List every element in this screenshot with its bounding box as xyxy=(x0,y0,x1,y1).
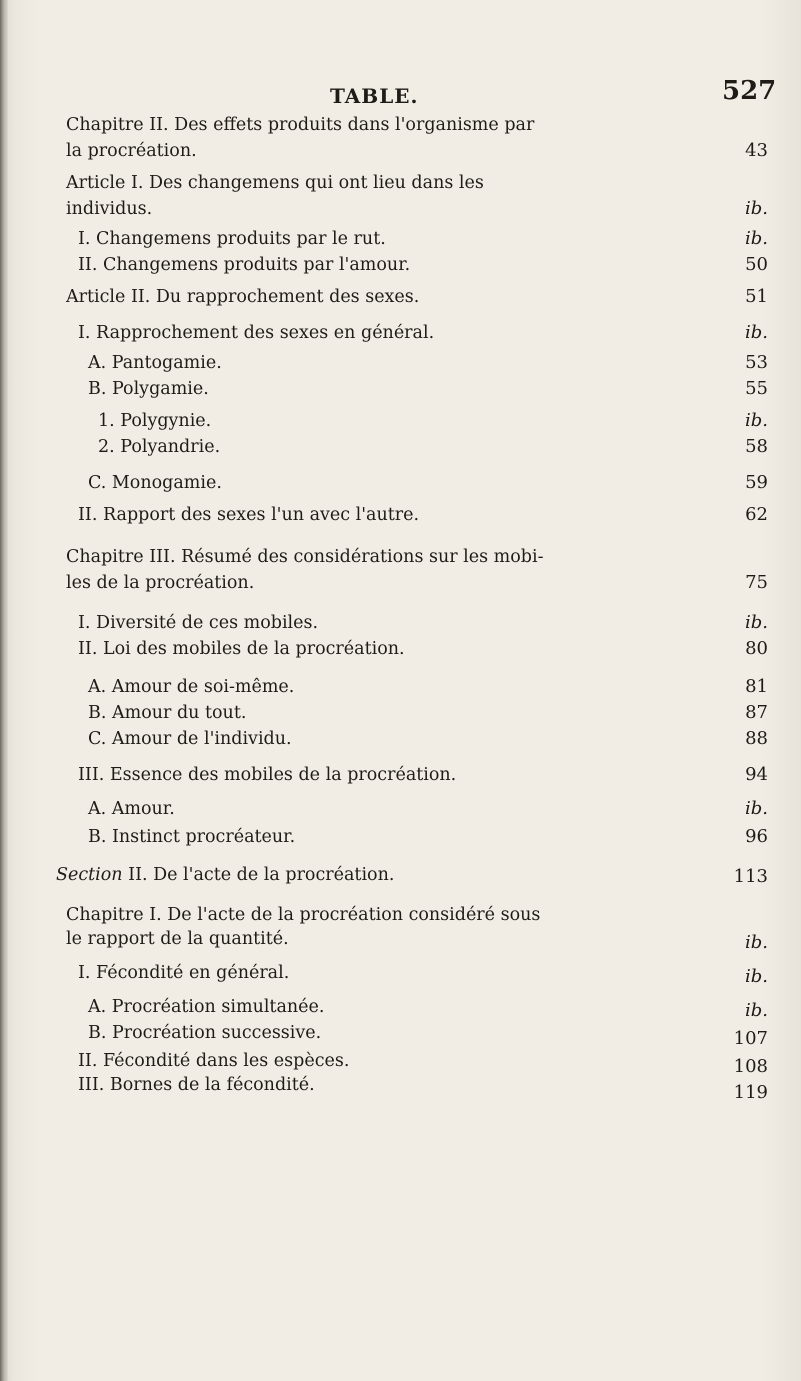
toc-entry-text: B. Instinct procréateur. xyxy=(88,827,296,847)
toc-entry-text: 1. Polygynie. xyxy=(98,411,212,431)
toc-entry-page: 53 xyxy=(745,352,768,373)
toc-entry-page: ib. xyxy=(744,228,768,249)
toc-entry-text: III. Bornes de la fécondité. xyxy=(78,1075,315,1095)
toc-entry-text: Chapitre II. Des effets produits dans l'organisme par xyxy=(66,115,535,135)
toc-entry-page: 87 xyxy=(745,702,768,723)
toc-entry-page: 59 xyxy=(745,472,768,493)
toc-entry-page: ib. xyxy=(744,1000,768,1021)
toc-entry-text: individus. xyxy=(66,199,153,219)
running-head-page-number: 527 xyxy=(722,76,777,106)
toc-entry-text: I. Changemens produits par le rut. xyxy=(78,229,386,249)
toc-entry-text: I. Rapprochement des sexes en général. xyxy=(78,323,435,343)
toc-entry-page: 51 xyxy=(745,286,768,307)
toc-entry-text: II. Fécondité dans les espèces. xyxy=(78,1051,350,1071)
toc-entry-text: Article II. Du rapprochement des sexes. xyxy=(66,287,420,307)
toc-entry-text: III. Essence des mobiles de la procréation. xyxy=(78,765,457,785)
toc-entry-text: II. Changemens produits par l'amour. xyxy=(78,255,411,275)
toc-entry-text: 2. Polyandrie. xyxy=(98,437,221,457)
toc-entry-text: les de la procréation. xyxy=(66,573,255,593)
toc-entry-page: ib. xyxy=(744,198,768,219)
toc-entry-text: C. Amour de l'individu. xyxy=(88,729,292,749)
toc-entry-page: 43 xyxy=(745,140,768,161)
running-head-title: TABLE. xyxy=(330,84,419,108)
toc-entry-page: 88 xyxy=(745,728,768,749)
section-label: Section xyxy=(56,865,123,885)
toc-entry-page: 113 xyxy=(733,866,768,887)
toc-entry-text: I. Diversité de ces mobiles. xyxy=(78,613,319,633)
toc-entry-page: 80 xyxy=(745,638,768,659)
toc-entry-text: II. De l'acte de la procréation. xyxy=(122,865,395,885)
toc-entry-page: 107 xyxy=(733,1028,768,1049)
toc-entry-text: A. Amour de soi-même. xyxy=(88,677,295,697)
toc-entry-text: A. Amour. xyxy=(88,799,175,819)
toc-entry-page: 62 xyxy=(745,504,768,525)
toc-entry-page: ib. xyxy=(744,410,768,431)
toc-entry-text: le rapport de la quantité. xyxy=(66,929,289,949)
toc-entry-text: Chapitre III. Résumé des considérations sur les mobi- xyxy=(66,547,544,567)
toc-entry-text: II. Rapport des sexes l'un avec l'autre. xyxy=(78,505,420,525)
toc-entry-section xyxy=(56,864,394,886)
toc-entry-text: la procréation. xyxy=(66,141,197,161)
toc-entry-page: 50 xyxy=(745,254,768,275)
toc-entry-page: ib. xyxy=(744,966,768,987)
toc-entry-text: I. Fécondité en général. xyxy=(78,963,290,983)
toc-entry-text: Article I. Des changemens qui ont lieu dans les xyxy=(66,173,484,193)
toc-entry-page: 75 xyxy=(745,572,768,593)
toc-entry-page: ib. xyxy=(744,612,768,633)
toc-entry-page: 58 xyxy=(745,436,768,457)
toc-entry-text: C. Monogamie. xyxy=(88,473,222,493)
toc-entry-page: 81 xyxy=(745,676,768,697)
toc-entry-text: B. Procréation successive. xyxy=(88,1023,322,1043)
toc-entry-page: 96 xyxy=(745,826,768,847)
toc-entry-text: B. Polygamie. xyxy=(88,379,209,399)
toc-entry-page: 55 xyxy=(745,378,768,399)
toc-entry-text: B. Amour du tout. xyxy=(88,703,247,723)
toc-entry-page: 94 xyxy=(745,764,768,785)
page-binding-edge xyxy=(0,0,8,1381)
toc-entry-text: Chapitre I. De l'acte de la procréation considéré sous xyxy=(66,905,541,925)
toc-entry-page: ib. xyxy=(744,798,768,819)
toc-entry-page: 119 xyxy=(733,1082,768,1103)
toc-entry-page: ib. xyxy=(744,932,768,953)
toc-entry-page: 108 xyxy=(733,1056,768,1077)
toc-entry-page: ib. xyxy=(744,322,768,343)
toc-entry-text: A. Procréation simultanée. xyxy=(88,997,325,1017)
toc-entry-text: A. Pantogamie. xyxy=(88,353,222,373)
toc-entry-text: II. Loi des mobiles de la procréation. xyxy=(78,639,405,659)
